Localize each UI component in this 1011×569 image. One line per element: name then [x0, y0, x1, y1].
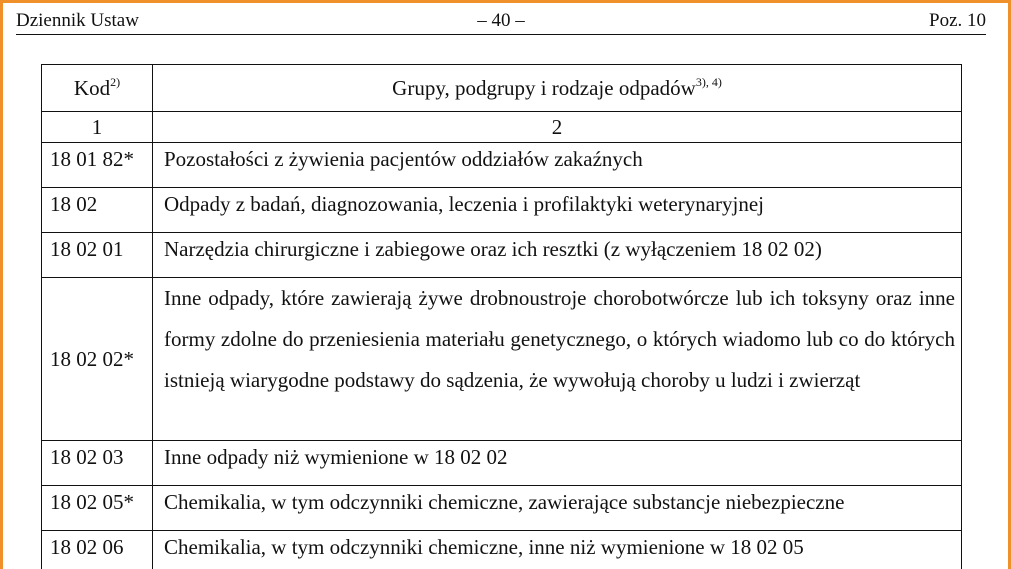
waste-description: Chemikalia, w tym odczynniki chemiczne, zawierające substancje niebezpieczne	[153, 486, 962, 531]
table-row	[42, 143, 962, 188]
table-row	[42, 188, 962, 233]
column-number-row	[42, 112, 962, 143]
header-groups	[153, 65, 962, 112]
waste-description: Pozostałości z żywienia pacjentów oddziałów zakaźnych	[153, 143, 962, 188]
header-code-label: Kod	[73, 75, 111, 100]
column-number-1: 1	[42, 112, 153, 143]
waste-description: Inne odpady, które zawierają żywe drobnoustroje chorobotwórcze lub ich toksyny oraz inne formy zdolne do przeniesienia materiału genetycznego, o których wiadomo lub co do których istnieją wiarygodne podstawy do sądzenia, że wywołują choroby u ludzi i zwierząt	[153, 278, 962, 441]
waste-table-container	[41, 64, 962, 569]
table-header-row	[42, 65, 962, 112]
header-rule	[16, 34, 986, 35]
page-header	[16, 8, 986, 34]
column-number-2: 2	[153, 112, 962, 143]
table-row	[42, 441, 962, 486]
position-number: Poz. 10	[929, 10, 986, 31]
waste-description: Odpady z badań, diagnozowania, leczenia i profilaktyki weterynaryjnej	[153, 188, 962, 233]
table-row	[42, 233, 962, 278]
table-row	[42, 486, 962, 531]
page-number: – 40 –	[477, 10, 525, 31]
waste-code: 18 01 82*	[42, 143, 153, 188]
waste-code: 18 02 06	[42, 531, 153, 569]
header-groups-footnote: 3), 4)	[695, 74, 722, 89]
waste-description: Chemikalia, w tym odczynniki chemiczne, inne niż wymienione w 18 02 05	[153, 531, 962, 569]
waste-code: 18 02 02*	[42, 278, 153, 441]
journal-title: Dziennik Ustaw	[16, 10, 139, 31]
waste-description: Inne odpady niż wymienione w 18 02 02	[153, 441, 962, 486]
header-groups-label: Grupy, podgrupy i rodzaje odpadów	[392, 75, 696, 100]
waste-description: Narzędzia chirurgiczne i zabiegowe oraz ich resztki (z wyłączeniem 18 02 02)	[153, 233, 962, 278]
waste-code: 18 02	[42, 188, 153, 233]
waste-code: 18 02 01	[42, 233, 153, 278]
header-code	[42, 65, 153, 112]
waste-codes-table	[41, 64, 962, 569]
waste-code: 18 02 03	[42, 441, 153, 486]
header-code-footnote: 2)	[110, 74, 121, 89]
waste-code: 18 02 05*	[42, 486, 153, 531]
table-row	[42, 278, 962, 441]
table-row	[42, 531, 962, 569]
